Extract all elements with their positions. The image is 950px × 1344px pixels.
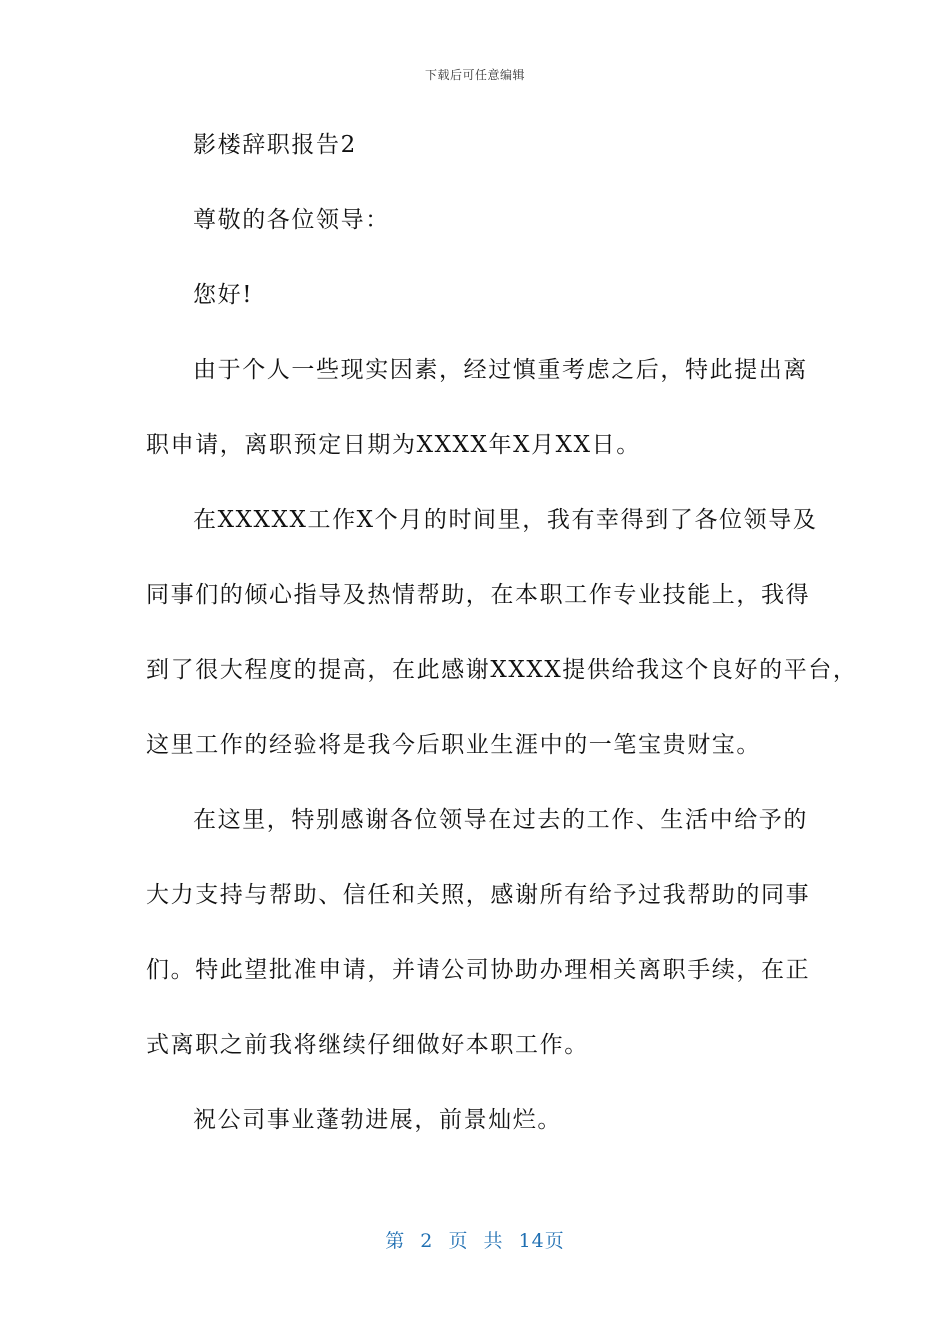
paragraph-line: 到了很大程度的提高，在此感谢XXXX提供给我这个良好的平台， bbox=[146, 657, 858, 683]
page-number-footer bbox=[0, 1226, 950, 1253]
document-title: 影楼辞职报告2 bbox=[193, 132, 357, 158]
closing-wish: 祝公司事业蓬勃进展，前景灿烂。 bbox=[193, 1107, 562, 1133]
page-header-note: 下载后可任意编辑 bbox=[424, 68, 525, 82]
footer-ye: 页 bbox=[448, 1230, 469, 1252]
footer-gong: 共 bbox=[483, 1230, 504, 1252]
paragraph-line: 在这里，特别感谢各位领导在过去的工作、生活中给予的 bbox=[193, 807, 808, 833]
footer-di: 第 bbox=[385, 1230, 406, 1252]
footer-page-number: 2 bbox=[420, 1230, 434, 1252]
salutation: 尊敬的各位领导： bbox=[193, 207, 390, 233]
paragraph-line: 这里工作的经验将是我今后职业生涯中的一笔宝贵财宝。 bbox=[146, 732, 761, 758]
paragraph-line: 职申请，离职预定日期为XXXX年X月XX日。 bbox=[146, 432, 641, 458]
greeting: 您好! bbox=[193, 282, 254, 308]
paragraph-line: 同事们的倾心指导及热情帮助，在本职工作专业技能上，我得 bbox=[146, 582, 811, 608]
paragraph-line: 大力支持与帮助、信任和关照，感谢所有给予过我帮助的同事 bbox=[146, 882, 811, 908]
paragraph-line: 由于个人一些现实因素，经过慎重考虑之后，特此提出离 bbox=[193, 357, 808, 383]
paragraph-line: 在XXXXX工作X个月的时间里，我有幸得到了各位领导及 bbox=[193, 507, 818, 533]
paragraph-line: 式离职之前我将继续仔细做好本职工作。 bbox=[146, 1032, 589, 1058]
footer-total-pages: 14页 bbox=[518, 1230, 565, 1252]
paragraph-line: 们。特此望批准申请，并请公司协助办理相关离职手续，在正 bbox=[146, 957, 811, 983]
